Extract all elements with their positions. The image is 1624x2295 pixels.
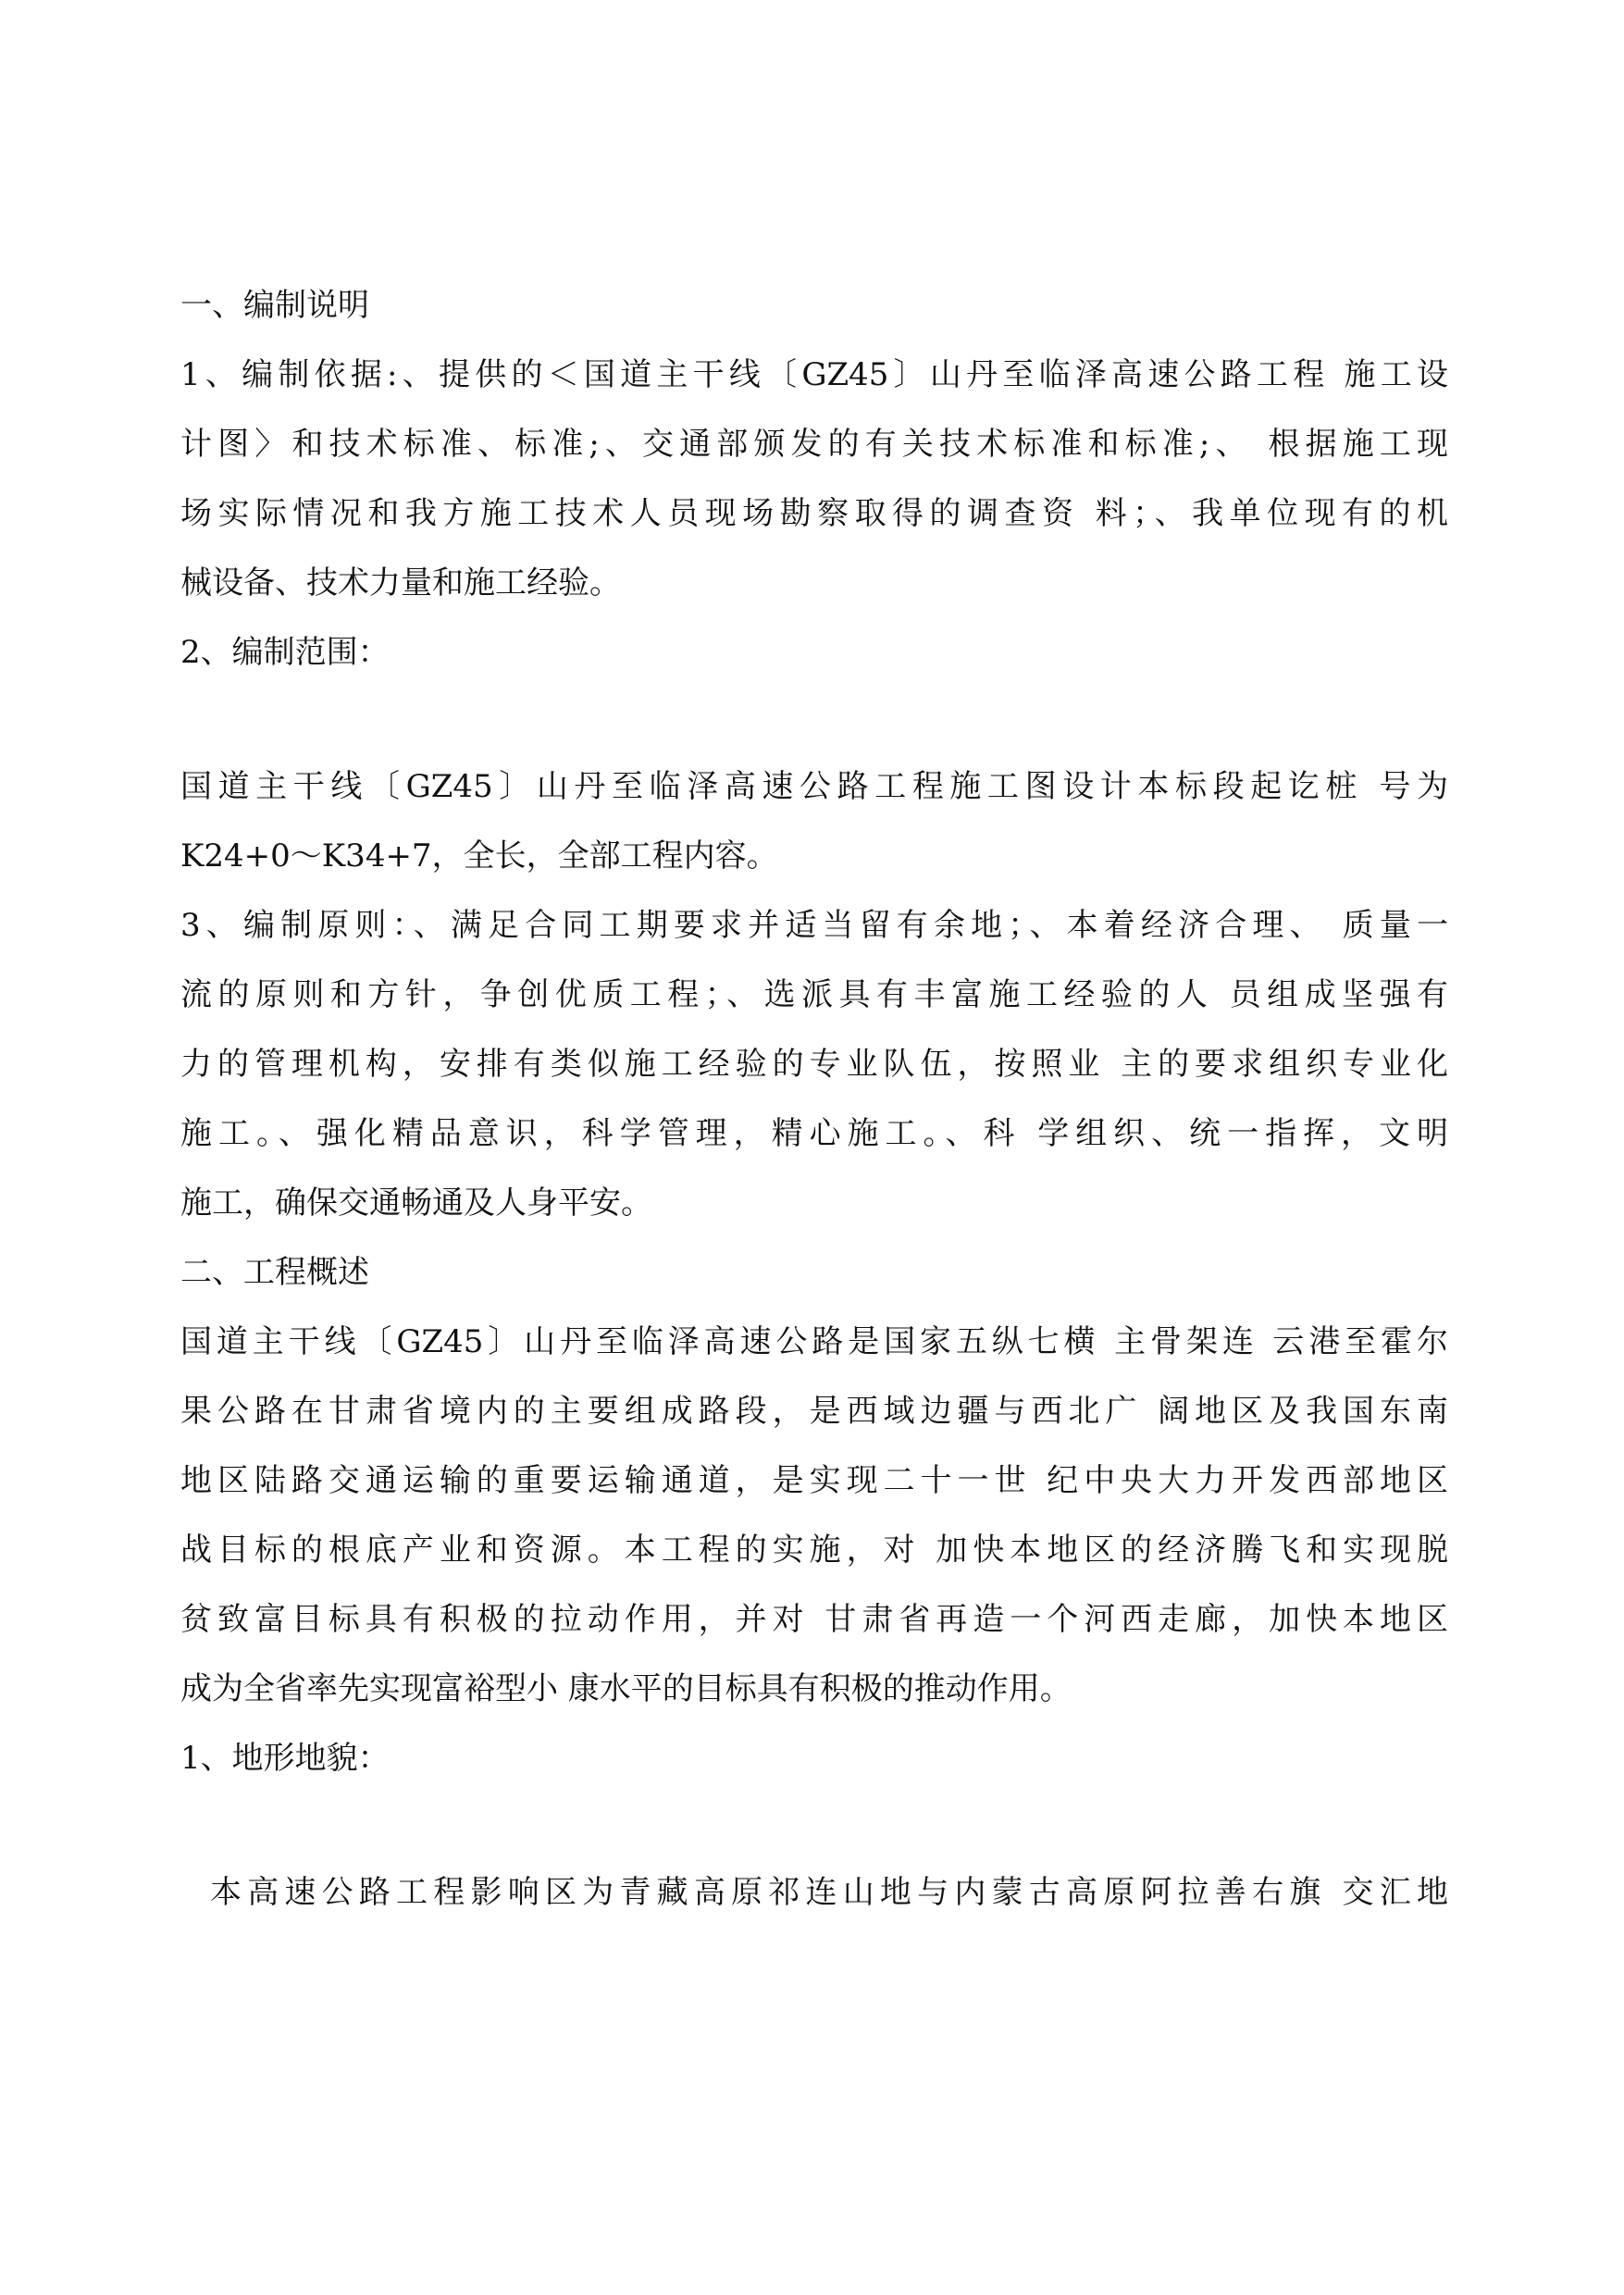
text-line: 场实际情况和我方施工技术人员现场勘察取得的调查资 料；、我单位现有的机: [180, 495, 1448, 532]
subheading-compilation-scope: 2、编制范围：: [180, 634, 390, 671]
paragraph-project-overview: [180, 1308, 1448, 1724]
text-line: 流的原则和方针，争创优质工程；、选派具有丰富施工经验的人 员组成坚强有: [180, 976, 1448, 1013]
section-heading-project-overview: 二、工程概述: [180, 1254, 369, 1291]
text-line: 1、编制依据:、提供的＜国道主干线〔GZ45〕山丹至临泽高速公路工程 施工设: [180, 356, 1448, 393]
text-line: 贫致富目标具有积极的拉动作用，并对 甘肃省再造一个河西走廊，加快本地区: [180, 1601, 1448, 1638]
text-line: 械设备、技术力量和施工经验。: [180, 564, 621, 602]
text-line: 施工，确保交通畅通及人身平安。: [180, 1185, 652, 1222]
text-line: 地区陆路交通运输的重要运输通道，是实现二十一世 纪中央大力开发西部地区: [180, 1462, 1448, 1499]
text-line: 本高速公路工程影响区为青藏高原祁连山地与内蒙古高原阿拉善右旗 交汇地: [210, 1874, 1448, 1911]
text-line: 国道主干线〔GZ45〕山丹至临泽高速公路工程施工图设计本标段起讫桩 号为: [180, 768, 1448, 805]
blank-gap: [180, 1793, 1448, 1858]
blank-gap: [180, 688, 1448, 752]
subheading-terrain: 1、地形地貌：: [180, 1740, 390, 1777]
text-line: 战目标的根底产业和资源。本工程的实施，对 加快本地区的经济腾飞和实现脱: [180, 1532, 1448, 1569]
text-line: 国道主干线〔GZ45〕山丹至临泽高速公路是国家五纵七横 主骨架连 云港至霍尔: [180, 1323, 1448, 1360]
document-body: [180, 271, 1448, 1928]
text-line: 力的管理机构，安排有类似施工经验的专业队伍，按照业 主的要求组织专业化: [180, 1046, 1448, 1083]
paragraph-compilation-principles: [180, 891, 1448, 1238]
section-heading-compilation-notes: 一、编制说明: [180, 287, 369, 324]
text-line: 计图〉和技术标准、标准;、交通部颁发的有关技术标准和标准;、 根据施工现: [180, 426, 1448, 463]
text-line: 施工。、强化精品意识，科学管理，精心施工。、科 学组织、统一指挥，文明: [180, 1115, 1448, 1152]
text-line: 3、编制原则：、满足合同工期要求并适当留有余地；、本着经济合理、 质量一: [180, 907, 1448, 944]
text-line: K24+0〜K34+7，全长，全部工程内容。: [180, 837, 778, 875]
paragraph-terrain: [180, 1858, 1448, 1928]
text-line: 成为全省率先实现富裕型小 康水平的目标具有积极的推动作用。: [180, 1670, 1072, 1707]
text-line: 果公路在甘肃省境内的主要组成路段，是西域边疆与西北广 阔地区及我国东南: [180, 1393, 1448, 1430]
paragraph-compilation-scope: [180, 752, 1448, 891]
paragraph-compilation-basis: [180, 341, 1448, 618]
